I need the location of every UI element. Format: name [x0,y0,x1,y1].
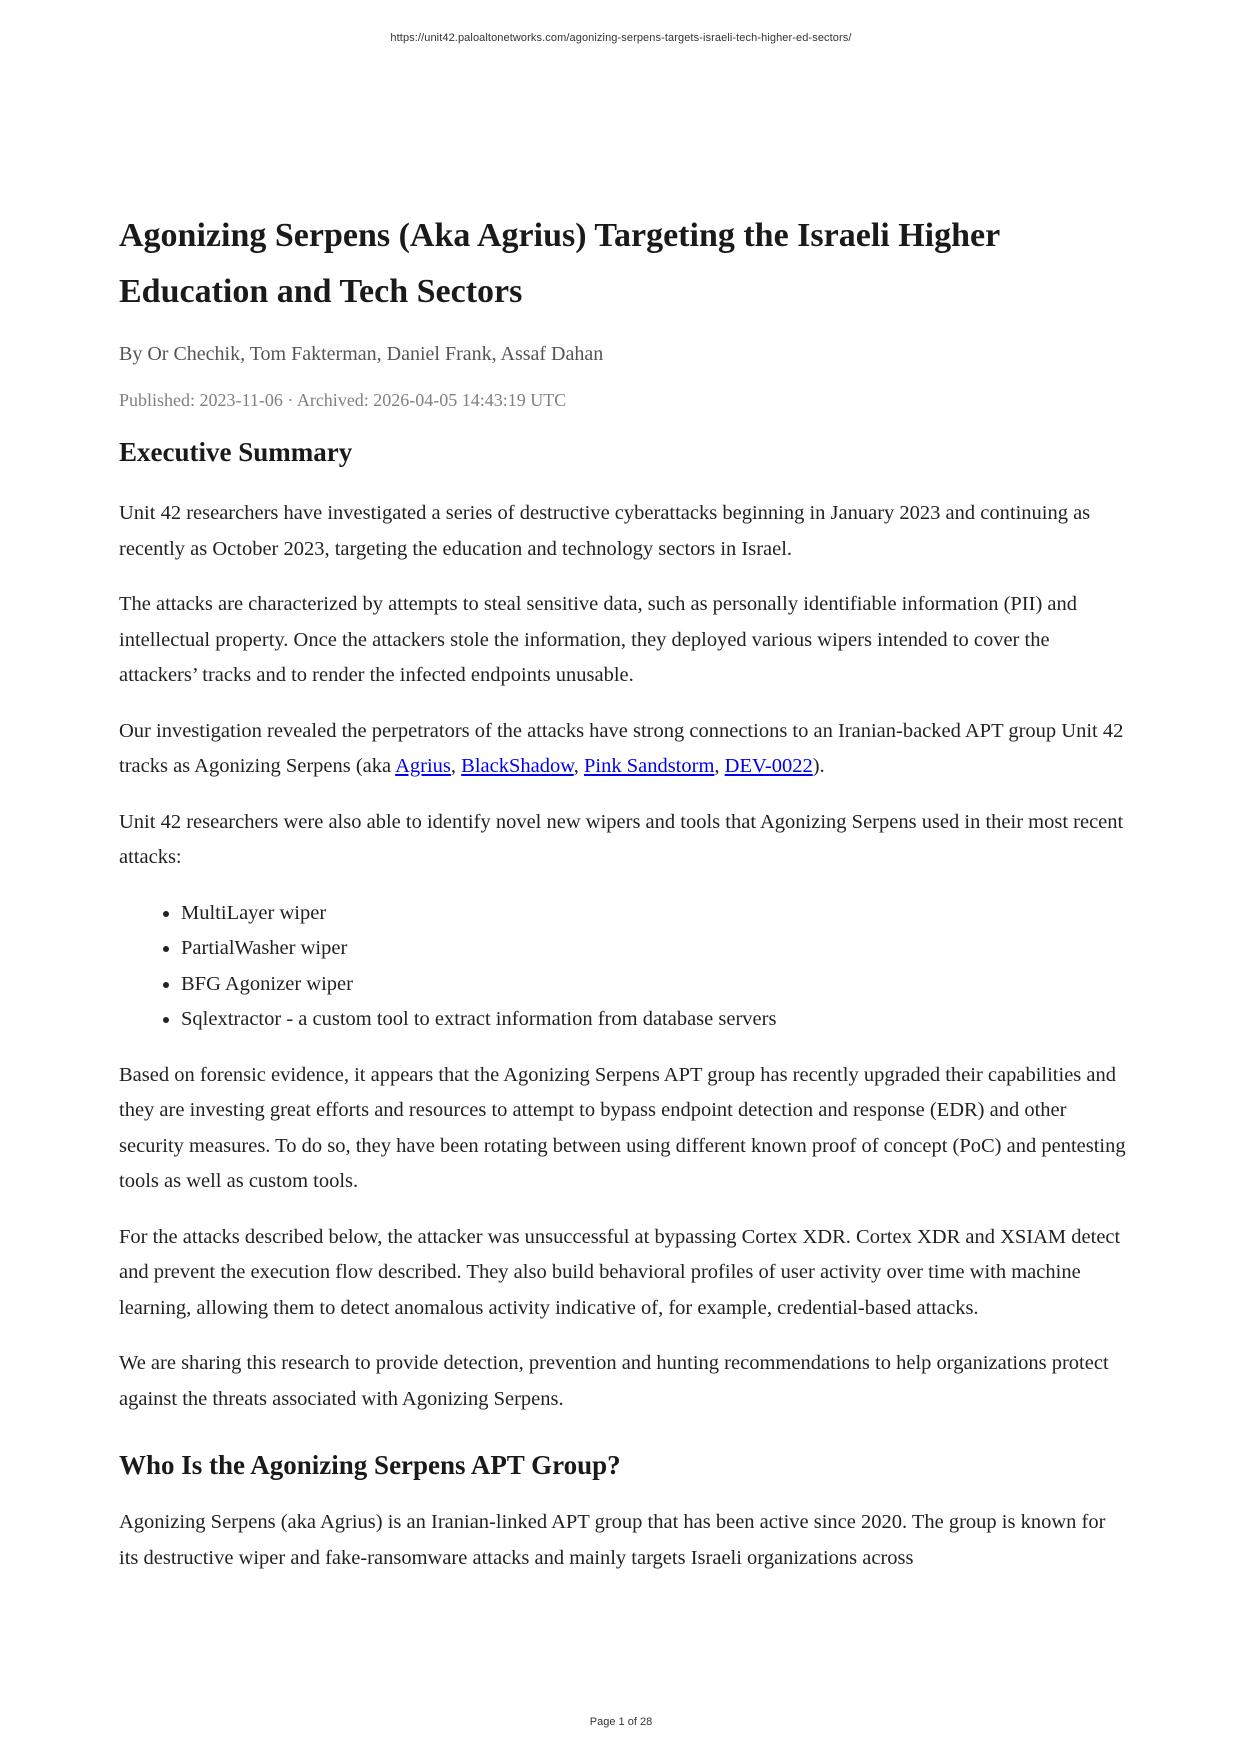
paragraph-3-text-before: Our investigation revealed the perpetrators of the attacks have strong connections to an Iranian-backed APT group Unit 42 tracks as Agonizing Serpens (aka [119,719,1124,777]
list-item: • MultiLayer wiper [181,896,1129,932]
executive-summary-paragraph-3 [119,714,1129,785]
list-item: • BFG Agonizer wiper [181,967,1129,1003]
tools-list [119,896,1129,1038]
who-is-heading: Who Is the Agonizing Serpens APT Group? [119,1450,621,1480]
page-url-header: https://unit42.paloaltonetworks.com/agonizing-serpens-targets-israeli-tech-higher-ed-sectors/ [390,32,852,44]
paragraph-3-text-after: ). [812,755,825,777]
executive-summary-paragraph-4: Unit 42 researchers were also able to identify novel new wipers and tools that Agonizing Serpens used in their most recent attacks: [119,810,1124,868]
link-separator: , [450,755,462,777]
link-separator: , [573,755,584,777]
article-byline: By Or Chechik, Tom Fakterman, Daniel Frank, Assaf Dahan [119,343,604,365]
article-title: Agonizing Serpens (Aka Agrius) Targeting the Israeli Higher Education and Tech Sectors [119,217,1000,310]
executive-summary-paragraph-2: The attacks are characterized by attempts to steal sensitive data, such as personally identifiable information (PII) and intellectual property. Once the attackers stole the information, they deployed various wipers intended to cover the attackers’ tracks and to render the infected endpoints unusable. [119,593,1078,686]
link-agrius[interactable]: Agrius [395,755,451,777]
link-blackshadow[interactable]: BlackShadow [461,755,574,777]
executive-summary-paragraph-1: Unit 42 researchers have investigated a series of destructive cyberattacks beginning in January 2023 and continuing as recently as October 2023, targeting the education and technology sectors in Israel. [119,502,1091,560]
link-pink-sandstorm[interactable]: Pink Sandstorm [583,755,715,777]
executive-summary-heading: Executive Summary [119,437,353,467]
list-item: • Sqlextractor - a custom tool to extract information from database servers [181,1002,1129,1038]
link-separator: , [714,755,725,777]
link-dev-0022[interactable]: DEV-0022 [724,755,813,777]
executive-summary-paragraph-6: For the attacks described below, the attacker was unsuccessful at bypassing Cortex XDR. Cortex XDR and XSIAM detect and prevent the execution flow described. They also build behavioral profiles of user activity over time with machine learning, allowing them to detect anomalous activity indicative of, for example, credential-based attacks. [119,1225,1121,1319]
list-item: • PartialWasher wiper [181,931,1129,967]
article-content [119,208,1129,1576]
article-published-date: Published: 2023-11-06 · Archived: 2026-04-05 14:43:19 UTC [119,390,567,410]
page-number-footer: Page 1 of 28 [589,1716,653,1728]
executive-summary-paragraph-5: Based on forensic evidence, it appears that the Agonizing Serpens APT group has recently upgraded their capabilities and they are investing great efforts and resources to attempt to bypass endpoint detection and response (EDR) and other security measures. To do so, they have been rotating between using different known proof of concept (PoC) and pentesting tools as well as custom tools. [119,1063,1126,1192]
who-is-paragraph-1: Agonizing Serpens (aka Agrius) is an Iranian-linked APT group that has been active since 2020. The group is known for its destructive wiper and fake-ransomware attacks and mainly targets Israeli organizations across [119,1511,1106,1569]
executive-summary-paragraph-7: We are sharing this research to provide detection, prevention and hunting recommendations to help organizations protect against the threats associated with Agonizing Serpens. [119,1352,1109,1410]
